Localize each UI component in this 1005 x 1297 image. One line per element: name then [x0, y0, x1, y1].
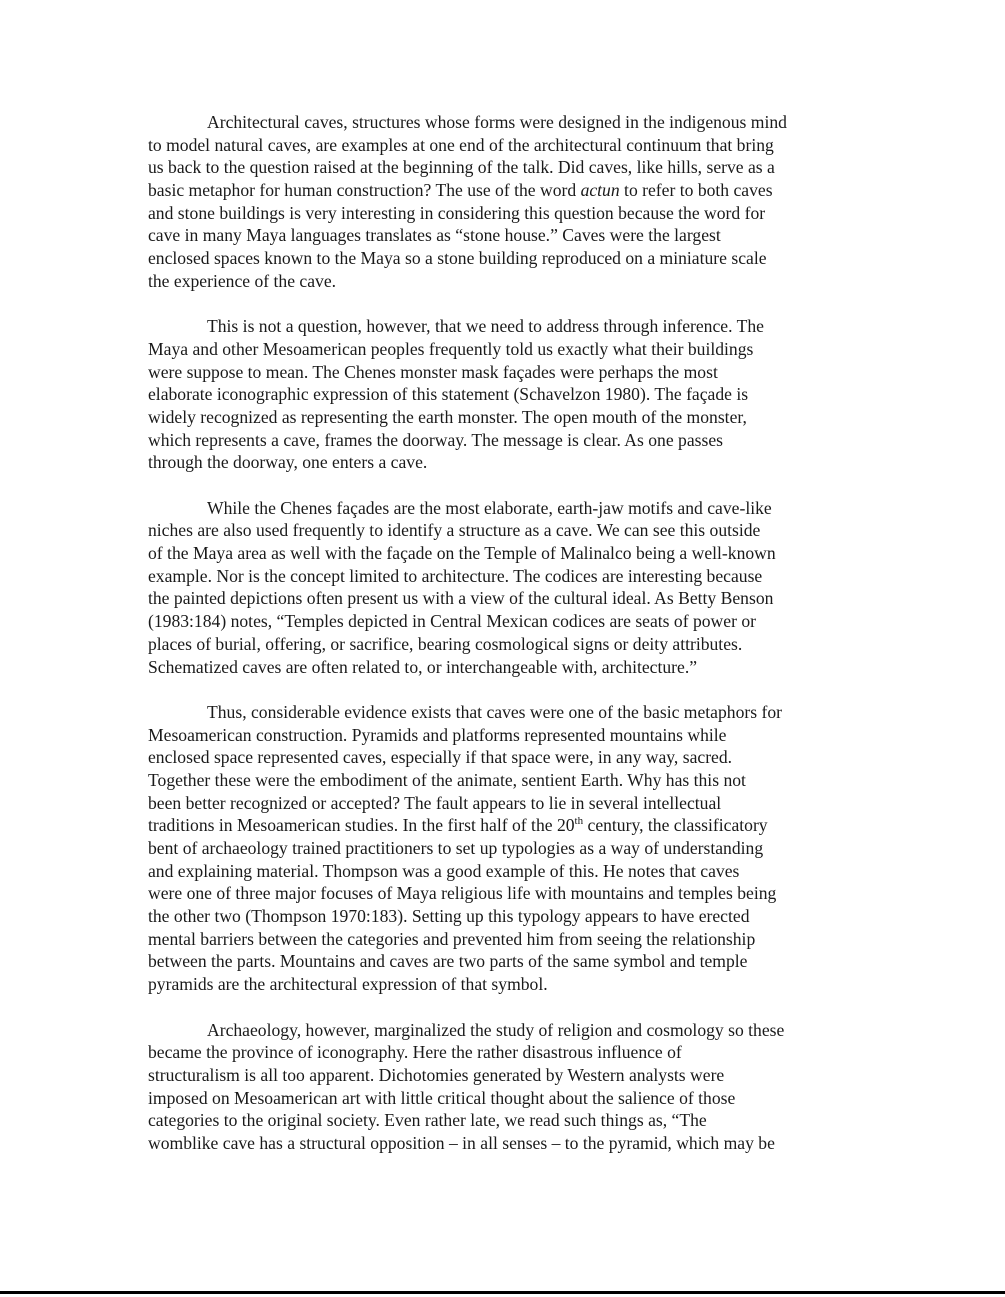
page-bottom-rule	[0, 1291, 1005, 1294]
text-line	[148, 202, 864, 225]
text-segment: Mesoamerican construction. Pyramids and platforms represented mountains while	[148, 724, 727, 745]
paragraph	[148, 111, 864, 293]
text-line	[148, 950, 864, 973]
text-line	[148, 973, 864, 996]
text-line	[148, 656, 864, 679]
text-segment: (1983:184) notes, “Temples depicted in Central Mexican codices are seats of power or	[148, 611, 756, 632]
text-line	[148, 134, 864, 157]
text-segment: pyramids are the architectural expression of that symbol.	[148, 974, 548, 995]
text-line	[148, 565, 864, 588]
text-line	[148, 270, 864, 293]
paragraph	[148, 701, 864, 996]
text-segment: Archaeology, however, marginalized the study of religion and cosmology so these	[207, 1019, 785, 1040]
text-segment: While the Chenes façades are the most elaborate, earth-jaw motifs and cave-like	[207, 497, 772, 518]
text-segment: were one of three major focuses of Maya religious life with mountains and temples being	[148, 883, 777, 904]
text-segment: enclosed space represented caves, especially if that space were, in any way, sacred.	[148, 747, 733, 768]
text-line	[148, 1109, 864, 1132]
text-segment: the experience of the cave.	[148, 270, 337, 291]
text-segment: to model natural caves, are examples at one end of the architectural continuum that bring	[148, 134, 774, 155]
text-line	[148, 633, 864, 656]
text-segment: mental barriers between the categories and prevented him from seeing the relationship	[148, 928, 756, 949]
paragraph	[148, 497, 864, 679]
text-segment: the painted depictions often present us with a view of the cultural ideal. As Betty Benson	[148, 588, 774, 609]
text-line	[148, 769, 864, 792]
text-line	[148, 1087, 864, 1110]
text-segment: Together these were the embodiment of the animate, sentient Earth. Why has this not	[148, 769, 746, 790]
text-line	[148, 1064, 864, 1087]
text-line	[148, 429, 864, 452]
text-segment: and stone buildings is very interesting in considering this question because the word for	[148, 202, 766, 223]
text-line	[148, 610, 864, 633]
text-line	[148, 406, 864, 429]
text-line	[148, 860, 864, 883]
italic-term: actun	[580, 180, 620, 201]
text-line	[148, 792, 864, 815]
text-segment: enclosed spaces known to the Maya so a stone building reproduced on a miniature scale	[148, 248, 767, 269]
text-segment: and explaining material. Thompson was a good example of this. He notes that caves	[148, 860, 740, 881]
text-segment: imposed on Mesoamerican art with little critical thought about the salience of those	[148, 1087, 736, 1108]
text-line	[148, 383, 864, 406]
text-line	[148, 701, 864, 724]
text-segment: womblike cave has a structural opposition – in all senses – to the pyramid, which may be	[148, 1132, 775, 1153]
text-segment: elaborate iconographic expression of this statement (Schavelzon 1980). The façade is	[148, 384, 749, 405]
text-line	[148, 315, 864, 338]
text-segment: traditions in Mesoamerican studies. In the first half of the 20	[148, 815, 575, 836]
text-line	[148, 928, 864, 951]
text-line	[148, 156, 864, 179]
text-segment: niches are also used frequently to identify a structure as a cave. We can see this outside	[148, 520, 761, 541]
text-line	[148, 247, 864, 270]
text-segment: which represents a cave, frames the doorway. The message is clear. As one passes	[148, 429, 724, 450]
text-segment: of the Maya area as well with the façade on the Temple of Malinalco being a well-known	[148, 543, 776, 564]
text-segment: example. Nor is the concept limited to architecture. The codices are interesting because	[148, 565, 763, 586]
text-segment: cave in many Maya languages translates as “stone house.” Caves were the largest	[148, 225, 721, 246]
text-segment: to refer to both caves	[619, 180, 773, 201]
text-segment: Thus, considerable evidence exists that caves were one of the basic metaphors for	[207, 701, 783, 722]
text-segment: basic metaphor for human construction? The use of the word	[148, 180, 581, 201]
text-line	[148, 882, 864, 905]
ordinal-superscript: th	[574, 815, 584, 828]
text-line	[148, 179, 864, 202]
text-line	[148, 587, 864, 610]
text-line	[148, 1132, 864, 1155]
text-line	[148, 224, 864, 247]
text-segment: This is not a question, however, that we need to address through inference. The	[207, 316, 764, 337]
text-segment: were suppose to mean. The Chenes monster mask façades were perhaps the most	[148, 361, 718, 382]
paragraph	[148, 1019, 864, 1155]
text-segment: categories to the original society. Even rather late, we read such things as, “The	[148, 1110, 707, 1131]
text-line	[148, 746, 864, 769]
text-line	[148, 905, 864, 928]
text-segment: Maya and other Mesoamerican peoples frequently told us exactly what their buildings	[148, 338, 754, 359]
text-line	[148, 519, 864, 542]
text-line	[148, 814, 864, 837]
text-segment: between the parts. Mountains and caves are two parts of the same symbol and temple	[148, 951, 748, 972]
text-line	[148, 451, 864, 474]
text-line	[148, 497, 864, 520]
paragraph	[148, 315, 864, 474]
text-line	[148, 1041, 864, 1064]
text-segment: been better recognized or accepted? The fault appears to lie in several intellectual	[148, 792, 722, 813]
text-segment: became the province of iconography. Here the rather disastrous influence of	[148, 1042, 682, 1063]
text-line	[148, 542, 864, 565]
text-line	[148, 1019, 864, 1042]
text-segment: bent of archaeology trained practitioners to set up typologies as a way of understanding	[148, 838, 764, 858]
text-segment: places of burial, offering, or sacrifice, bearing cosmological signs or deity attributes.	[148, 633, 743, 654]
text-line	[148, 361, 864, 384]
text-line	[148, 837, 864, 860]
text-line	[148, 724, 864, 747]
text-segment: Schematized caves are often related to, or interchangeable with, architecture.”	[148, 656, 698, 677]
text-segment: us back to the question raised at the beginning of the talk. Did caves, like hills, serve as a	[148, 157, 775, 178]
body-text	[148, 111, 864, 1177]
text-segment: widely recognized as representing the earth monster. The open mouth of the monster,	[148, 406, 747, 427]
text-line	[148, 338, 864, 361]
text-segment: the other two (Thompson 1970:183). Setting up this typology appears to have erected	[148, 906, 750, 927]
text-segment: through the doorway, one enters a cave.	[148, 452, 428, 473]
text-segment: structuralism is all too apparent. Dichotomies generated by Western analysts were	[148, 1064, 725, 1085]
text-line	[148, 111, 864, 134]
text-segment: Architectural caves, structures whose forms were designed in the indigenous mind	[207, 112, 787, 132]
text-segment: century, the classificatory	[583, 815, 768, 836]
